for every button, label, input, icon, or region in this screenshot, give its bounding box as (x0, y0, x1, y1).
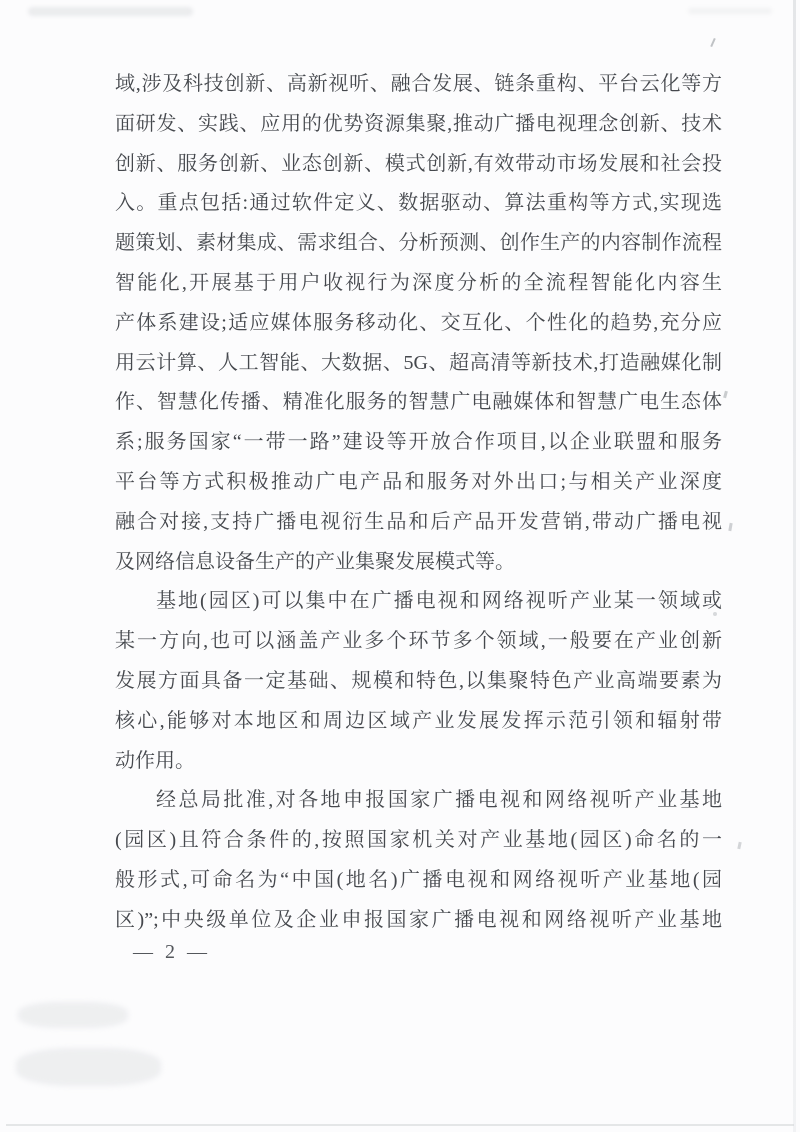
text-line: 融合对接,支持广播电视衍生品和后产品开发营销,带动广播电视 (115, 510, 722, 533)
scan-smudge-bottom (16, 1048, 161, 1086)
scan-smudge-top-right (688, 8, 772, 14)
text-line: 入。重点包括:通过软件定义、数据驱动、算法重构等方式,实现选 (115, 192, 722, 215)
text-line: 基地(园区)可以集中在广播电视和网络视听产业某一领域或 (156, 590, 722, 613)
scan-speck (710, 38, 715, 47)
text-line: 创新、服务创新、业态创新、模式创新,有效带动市场发展和社会投 (115, 152, 722, 175)
text-line: 题策划、素材集成、需求组合、分析预测、创作生产的内容制作流程 (115, 232, 722, 255)
scan-speck (723, 391, 728, 399)
text-line: 用云计算、人工智能、大数据、5G、超高清等新技术,打造融媒化制 (115, 351, 722, 374)
scan-smudge-top-left (28, 7, 193, 16)
document-body (115, 65, 722, 941)
text-line: 域,涉及科技创新、高新视听、融合发展、链条重构、平台云化等方 (115, 73, 722, 95)
text-line: 面研发、实践、应用的优势资源集聚,推动广播电视理念创新、技术 (115, 112, 722, 135)
scan-speck (728, 523, 732, 531)
text-line: 核心,能够对本地区和周边区域产业发展发挥示范引领和辐射带 (115, 709, 722, 732)
text-line: 及网络信息设备生产的产业集聚发展模式等。 (115, 550, 515, 573)
scan-speck (737, 842, 741, 849)
scan-edge-shadow (793, 0, 796, 1132)
text-line: 平台等方式积极推动广电产品和服务对外出口;与相关产业深度 (115, 470, 722, 493)
text-line: 般形式,可命名为“中国(地名)广播电视和网络视听产业基地(园 (115, 868, 722, 891)
text-line: 作、智慧化传播、精准化服务的智慧广电融媒体和智慧广电生态体 (115, 391, 722, 414)
text-line: 产体系建设;适应媒体服务移动化、交互化、个性化的趋势,充分应 (115, 311, 722, 334)
text-line: 发展方面具备一定基础、规模和特色,以集聚特色产业高端要素为 (115, 669, 722, 692)
scan-smudge-bottom (18, 1002, 128, 1028)
text-line: 区)”;中央级单位及企业申报国家广播电视和网络视听产业基地 (115, 908, 722, 931)
text-line: 某一方向,也可以涵盖产业多个环节多个领域,一般要在产业创新 (115, 630, 722, 653)
text-line: 动作用。 (115, 749, 195, 772)
text-line: (园区)且符合条件的,按照国家机关对产业基地(园区)命名的一 (115, 829, 722, 852)
page-number: — 2 — (133, 941, 207, 963)
text-line: 智能化,开展基于用户收视行为深度分析的全流程智能化内容生 (115, 271, 722, 294)
scan-hairline-bottom (6, 1124, 794, 1126)
text-line: 系;服务国家“一带一路”建设等开放合作项目,以企业联盟和服务 (115, 431, 722, 454)
text-line: 经总局批准,对各地申报国家广播电视和网络视听产业基地 (156, 789, 722, 812)
